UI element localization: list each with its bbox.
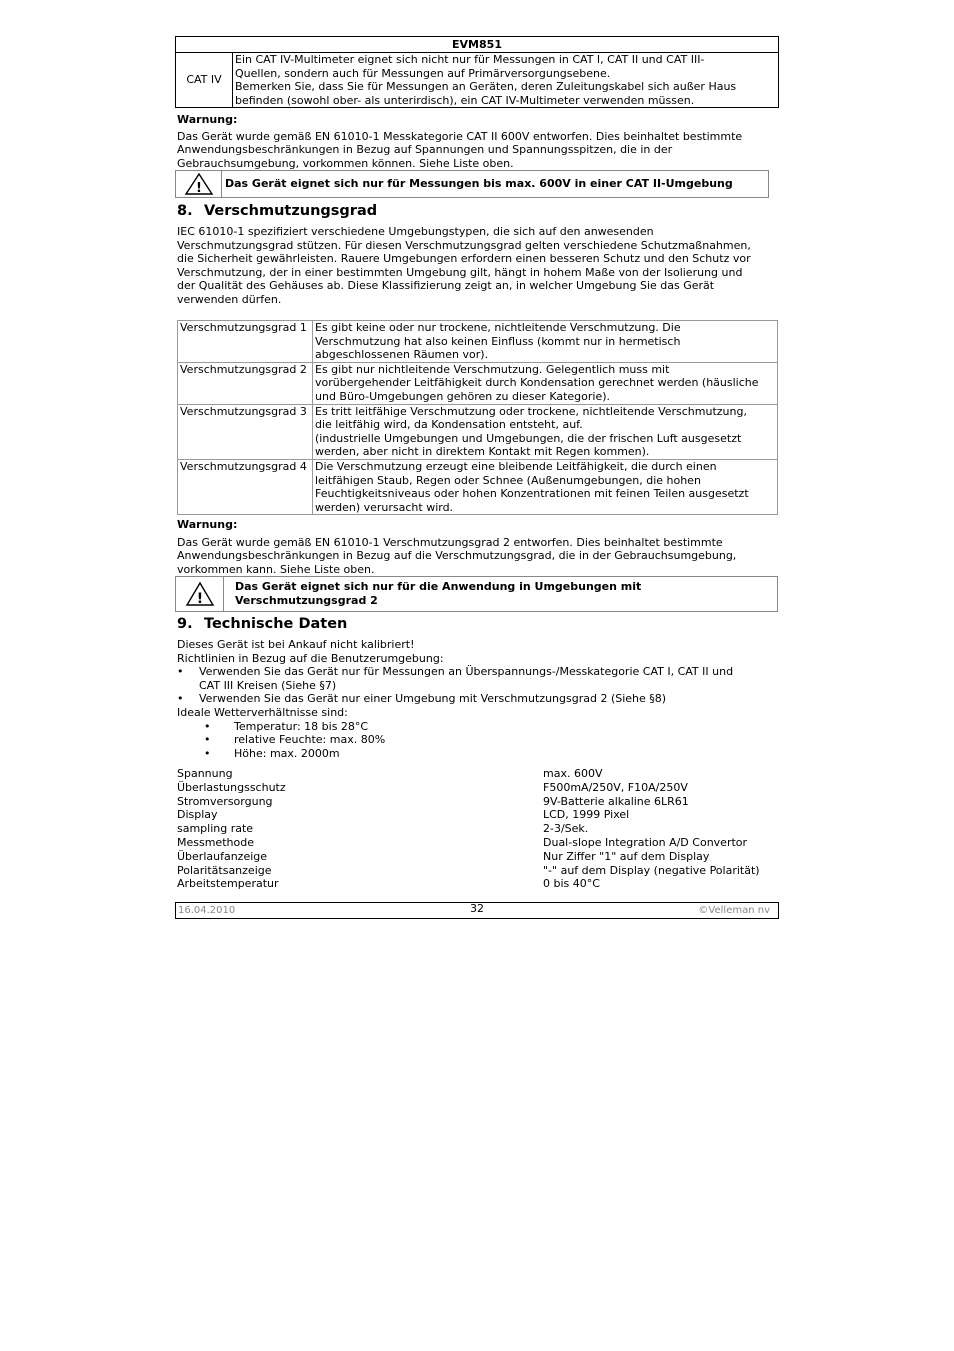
spec-key: Arbeitstemperatur bbox=[177, 877, 279, 891]
warning-box-2 bbox=[175, 576, 778, 612]
spec-key: Spannung bbox=[177, 767, 233, 780]
header-table bbox=[175, 36, 779, 108]
text-line: Das Gerät wurde gemäß EN 61010-1 Verschmutzungsgrad 2 entworfen. Dies beinhaltet bestimmte bbox=[177, 535, 723, 549]
warning-triangle-icon bbox=[176, 171, 222, 197]
row-label: Verschmutzungsgrad 4 bbox=[178, 459, 313, 514]
spec-row bbox=[177, 864, 777, 878]
table-row bbox=[178, 404, 778, 459]
pollution-degree-table bbox=[177, 320, 778, 515]
warning-1 bbox=[177, 113, 777, 170]
row-label: Verschmutzungsgrad 3 bbox=[178, 404, 313, 459]
text-line: Anwendungsbeschränkungen in Bezug auf Spannungen und Spannungsspitzen, die in der bbox=[177, 143, 673, 157]
section-9-body bbox=[177, 638, 777, 760]
section-title: Technische Daten bbox=[204, 616, 348, 632]
text-line: Dieses Gerät ist bei Ankauf nicht kalibriert! bbox=[177, 638, 415, 651]
text-line: verwenden dürfen. bbox=[177, 292, 282, 306]
cat-iv-description bbox=[233, 53, 779, 108]
text-line: Es gibt keine oder nur trockene, nichtleitende Verschmutzung. Die bbox=[315, 321, 681, 334]
spec-key: Polaritätsanzeige bbox=[177, 863, 272, 877]
list-item: • Temperatur: 18 bis 28°C bbox=[177, 720, 777, 734]
spec-row bbox=[177, 836, 777, 850]
spec-row bbox=[177, 795, 777, 809]
text-line: werden) verursacht wird. bbox=[315, 500, 454, 514]
spec-value: LCD, 1999 Pixel bbox=[543, 808, 630, 822]
row-description bbox=[313, 459, 778, 514]
spec-key: Messmethode bbox=[177, 835, 254, 849]
text-line: vorübergehender Leitfähigkeit durch Kondensation gerechnet werden (häusliche bbox=[315, 376, 759, 390]
text-line: die leitfähig wird, da Kondensation entsteht, auf. bbox=[315, 418, 583, 432]
section-title: Verschmutzungsgrad bbox=[204, 203, 378, 219]
list-item: • relative Feuchte: max. 80% bbox=[177, 733, 777, 747]
footer-copyright: ©Velleman nv bbox=[698, 905, 770, 916]
text-line: Verschmutzung, der in einer bestimmten Umgebung gilt, hängt in hohem Maße von der Isolierung und bbox=[177, 265, 743, 279]
text-line: Quellen, sondern auch für Messungen auf Primärversorgungsebene. bbox=[235, 66, 611, 80]
model-title: EVM851 bbox=[176, 37, 779, 53]
row-label: Verschmutzungsgrad 2 bbox=[178, 362, 313, 404]
spec-list bbox=[177, 767, 777, 891]
text-line: Das Gerät wurde gemäß EN 61010-1 Messkategorie CAT II 600V entworfen. Dies beinhaltet bestimmte bbox=[177, 129, 743, 143]
list-item: • Verwenden Sie das Gerät nur einer Umgebung mit Verschmutzungsgrad 2 (Siehe §8) bbox=[177, 692, 777, 706]
text-line: vorkommen kann. Siehe Liste oben. bbox=[177, 562, 375, 576]
text-line: Ideale Wetterverhältnisse sind: bbox=[177, 705, 348, 719]
text-line: Verschmutzung hat also keinen Einfluss (kommt nur in hermetisch bbox=[315, 334, 681, 348]
text-line: befinden (sowohl ober- als unterirdisch), ein CAT IV-Multimeter verwenden müssen. bbox=[235, 93, 695, 107]
cat-iv-label: CAT IV bbox=[176, 53, 233, 108]
usage-guidelines-list bbox=[177, 665, 777, 706]
text-line: die Sicherheit gewährleisten. Rauere Umgebungen erfordern einen besseren Schutz und den Schutz vor bbox=[177, 252, 751, 266]
section-8-heading bbox=[177, 203, 377, 220]
text-line: Anwendungsbeschränkungen in Bezug auf die Verschmutzungsgrad, die in der Gebrauchsumgebung, bbox=[177, 549, 737, 563]
warning-title: Warnung: bbox=[177, 113, 238, 126]
spec-row bbox=[177, 822, 777, 836]
list-item bbox=[177, 665, 777, 692]
row-description bbox=[313, 404, 778, 459]
text-line: Bemerken Sie, dass Sie für Messungen an Geräten, deren Zuleitungskabel sich außer Haus bbox=[235, 80, 737, 94]
spec-row bbox=[177, 850, 777, 864]
text-line: Gebrauchsumgebung, vorkommen können. Siehe Liste oben. bbox=[177, 156, 514, 170]
section-number: 9. bbox=[177, 616, 193, 632]
text-line: abgeschlossenen Räumen vor). bbox=[315, 348, 489, 362]
spec-value: "-" auf dem Display (negative Polarität) bbox=[543, 863, 760, 877]
spec-key: Stromversorgung bbox=[177, 794, 273, 808]
weather-list bbox=[177, 720, 777, 761]
section-number: 8. bbox=[177, 203, 193, 219]
text-line: • Verwenden Sie das Gerät nur für Messungen an Überspannungs-/Messkategorie CAT I, CAT II und bbox=[199, 665, 734, 679]
row-label: Verschmutzungsgrad 1 bbox=[178, 321, 313, 363]
table-row bbox=[178, 321, 778, 363]
section-9-heading bbox=[177, 616, 347, 633]
warning-box-text bbox=[224, 580, 641, 607]
warning-box-text: Das Gerät eignet sich nur für Messungen bis max. 600V in einer CAT II-Umgebung bbox=[225, 177, 733, 191]
spec-value: Nur Ziffer "1" auf dem Display bbox=[543, 849, 710, 863]
section-8-intro bbox=[177, 225, 777, 307]
svg-text:!: ! bbox=[195, 181, 202, 196]
spec-value: 0 bis 40°C bbox=[543, 877, 600, 891]
text-line: werden, aber nicht in direktem Kontakt mit Regen kommen). bbox=[315, 445, 650, 459]
spec-value: 2-3/Sek. bbox=[543, 822, 589, 836]
spec-value: max. 600V bbox=[543, 767, 603, 780]
text-line: der Qualität des Gehäuses ab. Diese Klassifizierung zeigt an, in welcher Umgebung Sie das Gerät bbox=[177, 279, 715, 293]
text-line: Verschmutzungsgrad 2 bbox=[235, 594, 378, 607]
page-number: 32 bbox=[470, 902, 484, 915]
text-line: Es tritt leitfähige Verschmutzung oder trockene, nichtleitende Verschmutzung, bbox=[315, 404, 747, 418]
text-line: Die Verschmutzung erzeugt eine bleibende Leitfähigkeit, die durch einen bbox=[315, 459, 717, 473]
spec-key: sampling rate bbox=[177, 822, 254, 836]
spec-key: Display bbox=[177, 808, 218, 822]
spec-value: F500mA/250V, F10A/250V bbox=[543, 780, 688, 794]
warning-box-1 bbox=[175, 170, 769, 198]
text-line: und Büro-Umgebungen gehören zu dieser Kategorie). bbox=[315, 389, 611, 403]
row-description bbox=[313, 362, 778, 404]
spec-key: Überlaufanzeige bbox=[177, 849, 268, 863]
spec-row bbox=[177, 877, 777, 891]
row-description bbox=[313, 321, 778, 363]
table-row bbox=[178, 362, 778, 404]
list-item: • Höhe: max. 2000m bbox=[177, 747, 777, 761]
warning-2 bbox=[177, 518, 777, 576]
text-line: IEC 61010-1 spezifiziert verschiedene Umgebungstypen, die sich auf den anwesenden bbox=[177, 225, 654, 238]
spec-row bbox=[177, 781, 777, 795]
text-line: CAT III Kreisen (Siehe §7) bbox=[199, 678, 337, 692]
page-footer bbox=[175, 902, 779, 919]
footer-date: 16.04.2010 bbox=[178, 905, 236, 916]
text-line: (industrielle Umgebungen und Umgebungen, die der frischen Luft ausgesetzt bbox=[315, 431, 742, 445]
spec-value: Dual-slope Integration A/D Convertor bbox=[543, 835, 748, 849]
text-line: Ein CAT IV-Multimeter eignet sich nicht nur für Messungen in CAT I, CAT II und CAT III- bbox=[235, 53, 705, 66]
table-row bbox=[178, 459, 778, 514]
text-line: Das Gerät eignet sich nur für die Anwendung in Umgebungen mit bbox=[235, 580, 642, 594]
warning-title: Warnung: bbox=[177, 518, 238, 531]
spec-row bbox=[177, 808, 777, 822]
text-line: leitfähigen Staub, Regen oder Schnee (Außenumgebungen, die hohen bbox=[315, 473, 701, 487]
text-line: Feuchtigkeitsniveaus oder hohen Konzentrationen mit feinen Teilen ausgesetzt bbox=[315, 487, 749, 501]
spec-key: Überlastungsschutz bbox=[177, 780, 286, 794]
text-line: Es gibt nur nichtleitende Verschmutzung. Gelegentlich muss mit bbox=[315, 362, 670, 376]
text-line: Verschmutzungsgrad stützen. Für diesen Verschmutzungsgrad gelten verschiedene Schutzmaßnahmen, bbox=[177, 238, 751, 252]
svg-text:!: ! bbox=[196, 591, 203, 607]
warning-triangle-icon bbox=[176, 577, 224, 611]
spec-row bbox=[177, 767, 777, 781]
text-line: Richtlinien in Bezug auf die Benutzerumgebung: bbox=[177, 651, 444, 665]
spec-value: 9V-Batterie alkaline 6LR61 bbox=[543, 794, 689, 808]
